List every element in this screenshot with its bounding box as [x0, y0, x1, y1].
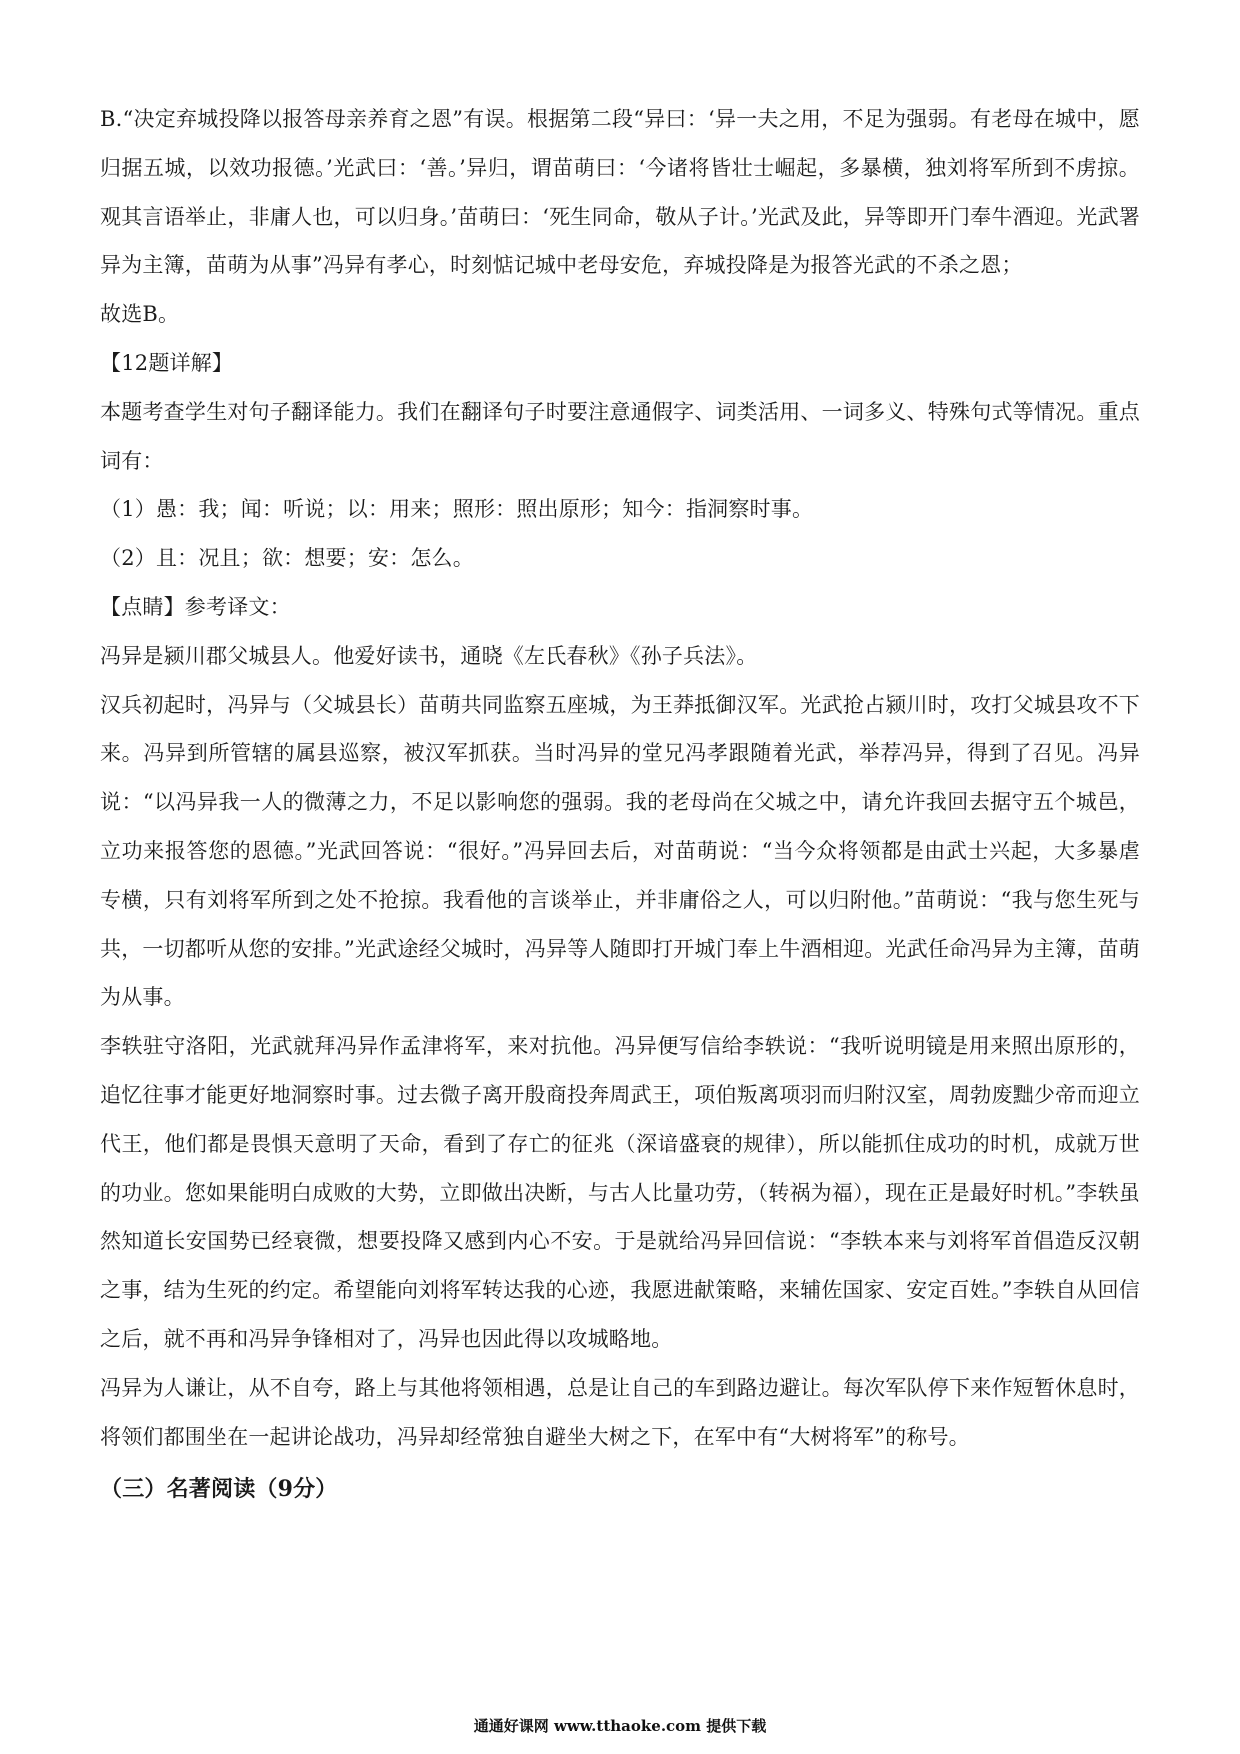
translation-paragraph: 冯异为人谦让，从不自夸，路上与其他将领相遇，总是让自己的车到路边避让。每次军队停下来作短暂休息时，将领们都围坐在一起讲论战功，冯异却经常独自避坐大树之下，在军中有“大树将军”的称号。 [100, 1375, 1140, 1449]
translation-paragraph: 李轶驻守洛阳，光武就拜冯异作孟津将军，来对抗他。冯异便写信给李轶说：“我听说明镜是用来照出原形的，追忆往事才能更好地洞察时事。过去微子离开殷商投奔周武王，项伯叛离项羽而归附汉室，周勃废黜少帝而迎立代王，他们都是畏惧天意明了天命，看到了存亡的征兆（深谙盛衰的规律），所以能抓住成功的时机，成就万世的功业。您如果能明白成败的大势，立即做出决断，与古人比量功劳，（转祸为福），现在正是最好时机。”李轶虽然知道长安国势已经衰微，想要投降又感到内心不安。于是就给冯异回信说：“李轶本来与刘将军首倡造反汉朝之事，结为生死的约定。希望能向刘将军转达我的心迹，我愿进献策略，来辅佐国家、安定百姓。”李轶自从回信之后，就不再和冯异争锋相对了，冯异也因此得以攻城略地。 [100, 1034, 1141, 1351]
document-body [100, 95, 1140, 1517]
translation-paragraph: 汉兵初起时，冯异与（父城县长）苗萌共同监察五座城，为王莽抵御汉军。光武抢占颍川时，攻打父城县攻不下来。冯异到所管辖的属县巡察，被汉军抓获。当时冯异的堂兄冯孝跟随着光武，举荐冯异，得到了召见。冯异说：“以冯异我一人的微薄之力，不足以影响您的强弱。我的老母尚在父城之中，请允许我回去据守五个城邑，立功来报答您的恩德。”光武回答说：“很好。”冯异回去后，对苗萌说：“当今众将领都是由武士兴起，大多暴虐专横，只有刘将军所到之处不抢掠。我看他的言谈举止，并非庸俗之人，可以归附他。”苗萌说：“我与您生死与共，一切都听从您的安排。”光武途经父城时，冯异等人随即打开城门奉上牛酒相迎。光武任命冯异为主簿，苗萌为从事。 [100, 692, 1140, 1010]
page-footer: 通通好课网 www.tthaoke.com 提供下载 [473, 1717, 767, 1735]
translation-paragraph: 冯异是颍川郡父城县人。他爱好读书，通晓《左氏春秋》《孙子兵法》。 [100, 643, 758, 668]
question-12-intro: 本题考查学生对句子翻译能力。我们在翻译句子时要注意通假字、词类活用、一词多义、特殊句式等情况。重点词有： [100, 399, 1140, 473]
answer-choice: 故选B。 [100, 302, 180, 327]
question-12-heading: 【12题详解】 [100, 350, 234, 375]
key-words-2: （2）且：况且；欲：想要；安：怎么。 [100, 546, 474, 571]
answer-b-explanation: B.“决定弃城投降以报答母亲养育之恩”有误。根据第二段“异曰：‘异一夫之用，不足为强弱。有老母在城中，愿归据五城，以效功报德。’光武曰：‘善。’异归，谓苗萌曰：‘今诸将皆壮士崛起，多暴横，独刘将军所到不虏掠。观其言语举止，非庸人也，可以归身。’苗萌曰：‘死生同命，敬从子计。’光武及此，异等即开门奉牛酒迎。光武署异为主簿，苗萌为从事”冯异有孝心，时刻惦记城中老母安危，弃城投降是为报答光武的不杀之恩； [100, 107, 1140, 278]
section-heading: （三）名著阅读（9分） [100, 1476, 338, 1503]
key-words-1: （1）愚：我；闻：听说；以：用来；照形：照出原形；知今：指洞察时事。 [100, 497, 814, 522]
translation-heading: 【点睛】参考译文： [100, 594, 291, 619]
